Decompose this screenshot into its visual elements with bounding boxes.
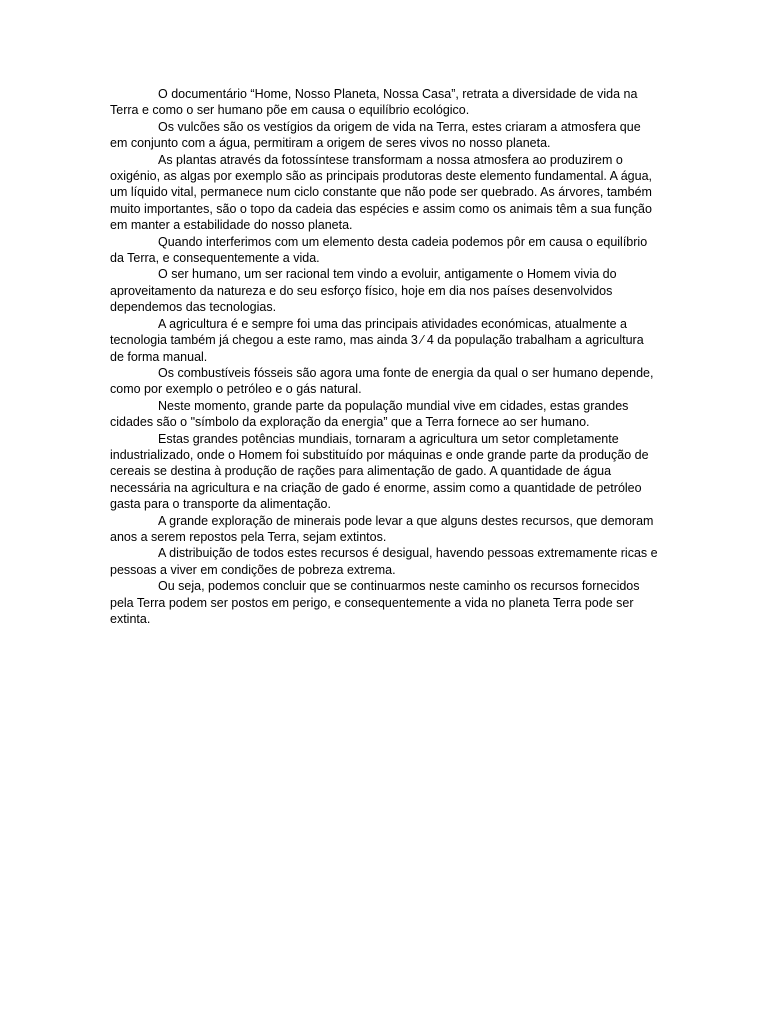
paragraph-7: Os combustíveis fósseis são agora uma fonte de energia da qual o ser humano depende, como por exemplo o petróleo e o gás natural. [110,365,654,397]
paragraph-11: A distribuição de todos estes recursos é desigual, havendo pessoas extremamente ricas e pessoas a viver em condições de pobreza extrema. [110,546,658,577]
paragraph-3: As plantas através da fotossíntese transformam a nossa atmosfera ao produzirem o oxigénio, as algas por exemplo são as principais produtoras deste elemento fundamental. A água, um líquido vital, permanece num ciclo constante que não pode ser quebrado. As árvores, também muito importantes, são o topo da cadeia das espécies e assim como os animais têm a sua função em manter a estabilidade do nosso planeta. [110,152,653,233]
paragraph-9: Estas grandes potências mundiais, tornaram a agricultura um setor completamente industrializado, onde o Homem foi substituído por máquinas e onde grande parte da produção de cereais se destina à produção de rações para alimentação de gado. A quantidade de água necessária na agricultura e na criação de gado é enorme, assim como a quantidade de petróleo gasta para o transporte da alimentação. [110,431,649,512]
paragraph-4: Quando interferimos com um elemento desta cadeia podemos pôr em causa o equilíbrio da Terra, e consequentemente a vida. [110,234,648,266]
essay-body [110,86,660,627]
paragraph-8: Neste momento, grande parte da população mundial vive em cidades, estas grandes cidades são o "símbolo da exploração da energia” que a Terra fornece ao ser humano. [110,398,629,430]
paragraph-2: Os vulcões são os vestígios da origem de vida na Terra, estes criaram a atmosfera que em conjunto com a água, permitiram a origem de seres vivos no nosso planeta. [110,119,641,151]
paragraph-12: Ou seja, podemos concluir que se continuarmos neste caminho os recursos fornecidos pela Terra podem ser postos em perigo, e consequentemente a vida no planeta Terra pode ser extinta. [110,579,640,626]
paragraph-1: O documentário “Home, Nosso Planeta, Nossa Casa”, retrata a diversidade de vida na Terra e como o ser humano põe em causa o equilíbrio ecológico. [110,87,638,118]
paragraph-6: A agricultura é e sempre foi uma das principais atividades económicas, atualmente a tecnologia também já chegou a este ramo, mas ainda 3 ⁄ 4 da população trabalham a agricultura de forma manual. [110,316,644,364]
paragraph-10: A grande exploração de minerais pode levar a que alguns destes recursos, que demoram anos a serem repostos pela Terra, sejam extintos. [110,513,654,544]
paragraph-5: O ser humano, um ser racional tem vindo a evoluir, antigamente o Homem vivia do aproveitamento da natureza e do seu esforço físico, hoje em dia nos países desenvolvidos dependemos das tecnologias. [110,267,617,315]
